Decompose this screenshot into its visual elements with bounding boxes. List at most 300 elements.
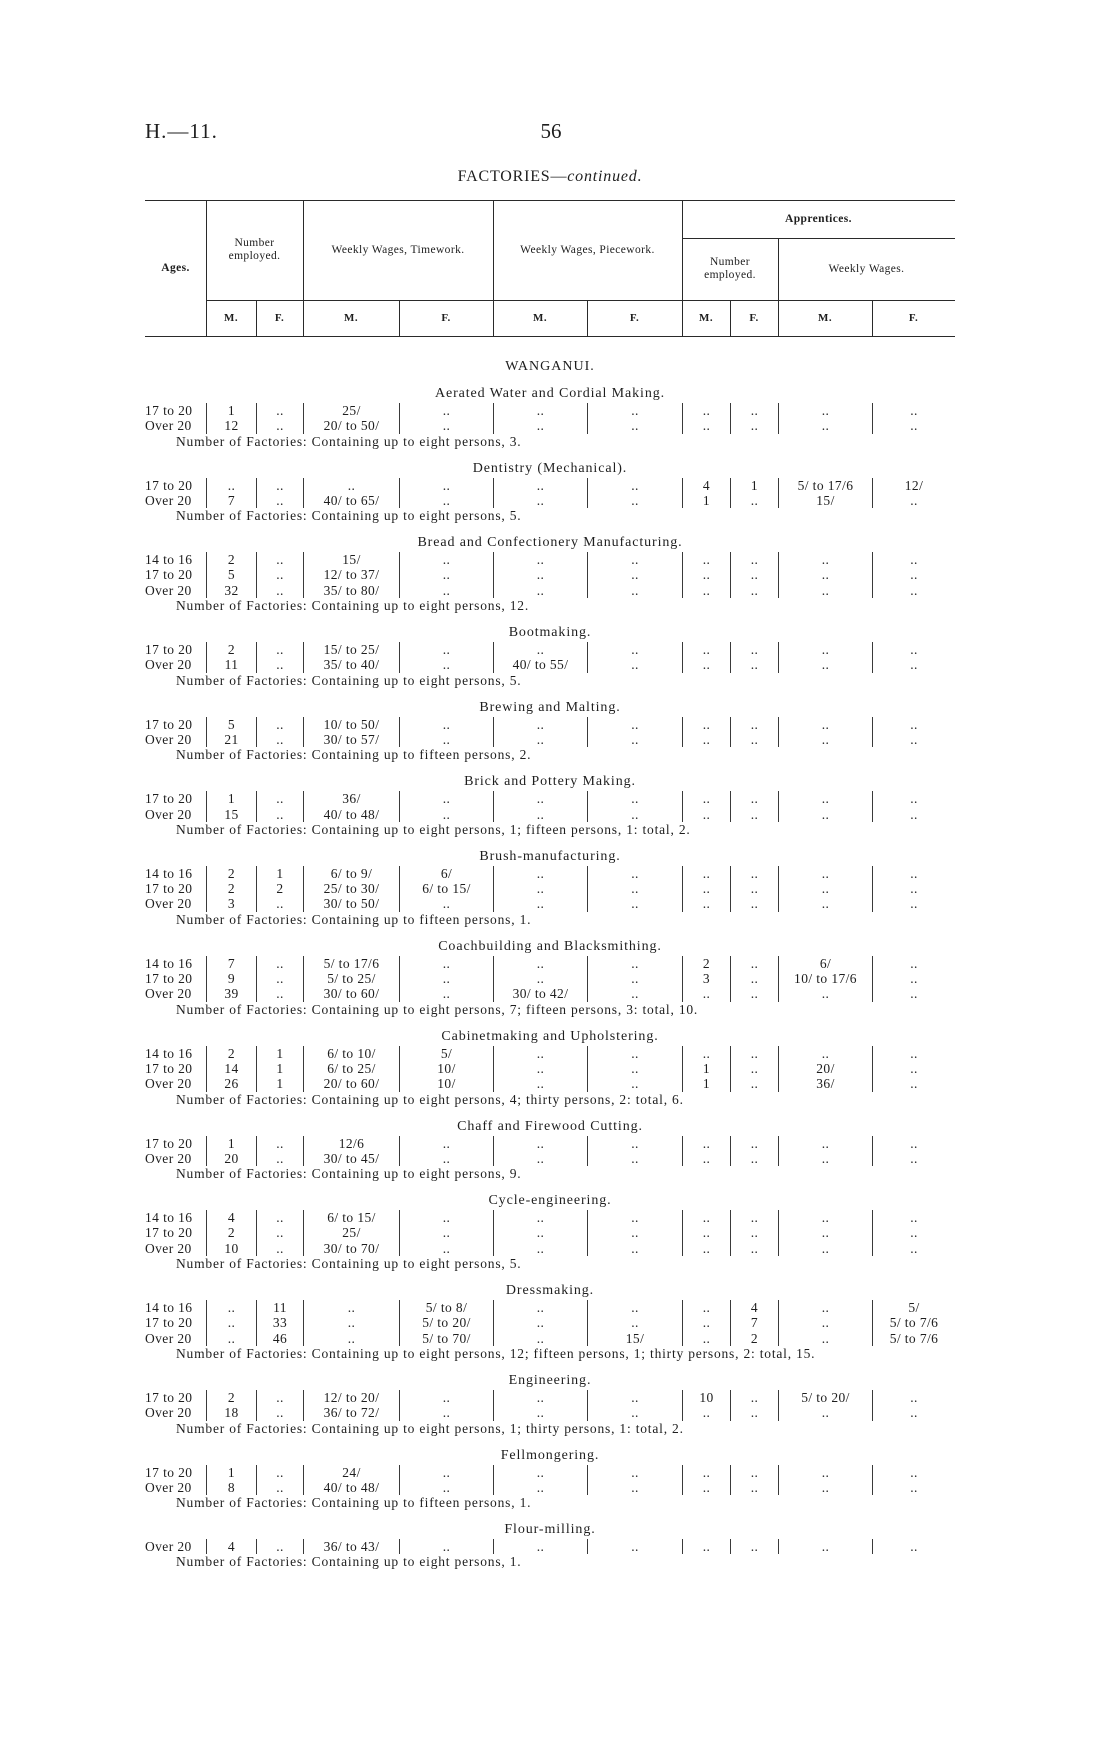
- timework-male-header: M.: [344, 311, 358, 324]
- district-heading: WANGANUI.: [505, 359, 595, 374]
- piecework-wage-male-cell: 40/ to 55/: [493, 657, 587, 672]
- timework-wage-male-cell: 36/: [303, 791, 399, 806]
- piecework-wage-male-cell: ..: [493, 1225, 587, 1240]
- apprentices-number-employed-header: [682, 238, 778, 300]
- timework-wage-female-cell: ..: [399, 717, 493, 732]
- piecework-wage-male-cell: ..: [493, 1390, 587, 1405]
- timework-female-header: F.: [441, 311, 451, 324]
- timework-wage-male-cell: 36/ to 43/: [303, 1539, 399, 1554]
- industry-title: Aerated Water and Cordial Making.: [434, 386, 666, 401]
- apprentices-number-male-cell: ..: [682, 807, 730, 822]
- timework-wage-female-cell: ..: [399, 732, 493, 747]
- timework-wage-female-cell: ..: [399, 1390, 493, 1405]
- timework-wage-female-cell: ..: [399, 1136, 493, 1151]
- apprentices-number-female-cell: 4: [730, 1300, 778, 1315]
- piecework-wage-female-cell: ..: [587, 971, 682, 986]
- apprentices-wage-male-cell: 15/: [778, 493, 872, 508]
- apprentices-wage-female-cell: 5/: [872, 1300, 955, 1315]
- piecework-wage-female-cell: ..: [587, 1225, 682, 1240]
- apprentices-number-male-cell: ..: [682, 1465, 730, 1480]
- industry-title: Dentistry (Mechanical).: [472, 460, 628, 476]
- age-cell: Over 20: [145, 1479, 192, 1495]
- apprentices-number-female-cell: ..: [730, 642, 778, 657]
- apprentices-wage-female-cell: ..: [872, 1465, 955, 1480]
- timework-wage-female-cell: ..: [399, 1151, 493, 1166]
- number-employed-male-cell: ..: [206, 1315, 256, 1330]
- piecework-wage-male-cell: 30/ to 42/: [493, 986, 587, 1001]
- apprentices-number-female-cell: ..: [730, 807, 778, 822]
- apprentices-number-male-cell: ..: [682, 642, 730, 657]
- factories-count-note: Number of Factories: Containing up to eight persons, 12; fifteen persons, 1; thirty persons, 2: total, 15.: [176, 1345, 816, 1361]
- industry-title: Dressmaking.: [505, 1283, 595, 1299]
- apprentices-number-male-cell: ..: [682, 1136, 730, 1151]
- apprentices-number-male-cell: ..: [682, 1300, 730, 1315]
- timework-wage-male-cell: 30/ to 70/: [303, 1241, 399, 1256]
- timework-wage-male-cell: 6/ to 9/: [303, 866, 399, 881]
- piecework-wage-male-cell: ..: [493, 1331, 587, 1346]
- apprentices-wage-male-cell: ..: [778, 403, 872, 418]
- number-employed-female-cell: ..: [256, 493, 303, 508]
- apprentices-number-female-cell: ..: [730, 583, 778, 598]
- table-row: [145, 1061, 955, 1076]
- apprentices-wage-female-cell: ..: [872, 642, 955, 657]
- number-employed-male-cell: 20: [206, 1151, 256, 1166]
- number-employed-female-cell: ..: [256, 657, 303, 672]
- age-cell: 14 to 16: [145, 1045, 193, 1061]
- apprentices-number-male-cell: ..: [682, 1225, 730, 1240]
- timework-wage-female-cell: ..: [399, 807, 493, 822]
- piecework-wage-female-cell: ..: [587, 1480, 682, 1495]
- apprentices-number-male-cell: ..: [682, 881, 730, 896]
- apprentices-wage-female-cell: ..: [872, 1539, 955, 1554]
- table-row: [145, 403, 955, 418]
- piecework-male-header: M.: [533, 311, 547, 324]
- apprentices-wage-male-header: M.: [818, 311, 832, 324]
- timework-wage-female-cell: ..: [399, 403, 493, 418]
- apprentices-number-male-cell: ..: [682, 583, 730, 598]
- age-cell: 17 to 20: [145, 1225, 193, 1241]
- apprentices-number-male-cell: 1: [682, 1076, 730, 1091]
- piecework-wage-male-cell: ..: [493, 478, 587, 493]
- apprentices-number-female-cell: ..: [730, 791, 778, 806]
- industry-section: [145, 698, 955, 763]
- table-row: [145, 567, 955, 582]
- timework-wage-female-cell: 5/: [399, 1046, 493, 1061]
- table-row: [145, 1210, 955, 1225]
- timework-wage-female-cell: ..: [399, 956, 493, 971]
- number-employed-male-cell: 14: [206, 1061, 256, 1076]
- timework-wage-male-cell: 40/ to 65/: [303, 493, 399, 508]
- apprentices-wage-female-cell: ..: [872, 732, 955, 747]
- timework-wage-male-cell: 35/ to 80/: [303, 583, 399, 598]
- timework-wage-female-cell: ..: [399, 1225, 493, 1240]
- apprentices-wage-female-cell: ..: [872, 717, 955, 732]
- age-cell: 17 to 20: [145, 1464, 193, 1480]
- apprentices-wage-female-cell: ..: [872, 896, 955, 911]
- piecework-wage-female-cell: ..: [587, 583, 682, 598]
- timework-wage-male-cell: 15/ to 25/: [303, 642, 399, 657]
- piecework-wage-male-cell: ..: [493, 807, 587, 822]
- industry-section: [145, 937, 955, 1017]
- table-row: [145, 866, 955, 881]
- apprentices-wage-female-cell: ..: [872, 807, 955, 822]
- piecework-wage-female-cell: ..: [587, 642, 682, 657]
- apprentices-wage-male-cell: ..: [778, 642, 872, 657]
- industry-section: [145, 623, 955, 688]
- piecework-wage-male-cell: ..: [493, 1300, 587, 1315]
- apprentices-wage-female-cell: ..: [872, 1210, 955, 1225]
- apprentices-number-male-cell: ..: [682, 986, 730, 1001]
- timework-wage-male-cell: 30/ to 60/: [303, 986, 399, 1001]
- apprentices-number-female-header: F.: [749, 311, 759, 324]
- apprentices-number-female-cell: ..: [730, 1046, 778, 1061]
- piecework-wage-female-cell: ..: [587, 478, 682, 493]
- number-employed-male-cell: 2: [206, 1225, 256, 1240]
- piecework-wage-female-cell: 15/: [587, 1331, 682, 1346]
- page-title: [145, 168, 955, 186]
- apprentices-wage-male-cell: ..: [778, 583, 872, 598]
- table-row: [145, 1331, 955, 1346]
- industry-title: Cycle-engineering.: [488, 1193, 612, 1209]
- timework-wage-male-cell: 36/ to 72/: [303, 1405, 399, 1420]
- timework-wage-male-cell: 25/: [303, 403, 399, 418]
- piecework-wage-female-cell: ..: [587, 1151, 682, 1166]
- piecework-wage-female-cell: ..: [587, 493, 682, 508]
- industry-section: [145, 384, 955, 449]
- apprentices-wage-female-cell: ..: [872, 1151, 955, 1166]
- piecework-wage-male-cell: ..: [493, 493, 587, 508]
- timework-wage-male-cell: 12/6: [303, 1136, 399, 1151]
- table-row: [145, 1539, 955, 1554]
- apprentices-number-female-cell: ..: [730, 1076, 778, 1091]
- piecework-wage-female-cell: ..: [587, 567, 682, 582]
- number-employed-female-cell: ..: [256, 1225, 303, 1240]
- piecework-wage-male-cell: ..: [493, 1465, 587, 1480]
- piecework-wage-female-cell: ..: [587, 1539, 682, 1554]
- apprentices-number-male-cell: ..: [682, 791, 730, 806]
- table-row: [145, 1405, 955, 1420]
- apprentices-wage-male-cell: 20/: [778, 1061, 872, 1076]
- timework-wage-male-cell: 30/ to 45/: [303, 1151, 399, 1166]
- apprentices-number-female-cell: ..: [730, 896, 778, 911]
- timework-wage-male-cell: 20/ to 50/: [303, 418, 399, 433]
- industry-title: Bread and Confectionery Manufacturing.: [417, 535, 683, 551]
- timework-wage-male-cell: 6/ to 15/: [303, 1210, 399, 1225]
- apprentices-wage-female-cell: ..: [872, 493, 955, 508]
- timework-wage-female-cell: ..: [399, 1210, 493, 1225]
- factories-count-note: Number of Factories: Containing up to eight persons, 4; thirty persons, 2: total, 6.: [176, 1091, 684, 1107]
- piecework-wage-male-cell: ..: [493, 971, 587, 986]
- table-row: [145, 1225, 955, 1240]
- apprentices-number-male-cell: ..: [682, 717, 730, 732]
- number-employed-male-cell: 5: [206, 567, 256, 582]
- number-employed-female-cell: ..: [256, 1136, 303, 1151]
- page-title-suffix: continued.: [567, 168, 643, 185]
- apprentices-wage-male-cell: 6/: [778, 956, 872, 971]
- age-cell: Over 20: [145, 657, 192, 673]
- piecework-wage-female-cell: ..: [587, 807, 682, 822]
- number-employed-female-cell: ..: [256, 1465, 303, 1480]
- age-cell: 17 to 20: [145, 1389, 193, 1405]
- table-row: [145, 1315, 955, 1330]
- apprentices-wage-male-cell: ..: [778, 1151, 872, 1166]
- piecework-wage-male-cell: ..: [493, 1480, 587, 1495]
- timework-wage-male-cell: 6/ to 25/: [303, 1061, 399, 1076]
- number-employed-female-cell: 1: [256, 1076, 303, 1091]
- table-row: [145, 552, 955, 567]
- number-employed-male-cell: 2: [206, 866, 256, 881]
- document-reference: H.—11.: [145, 119, 218, 143]
- number-employed-male-cell: 1: [206, 403, 256, 418]
- table-row: [145, 1076, 955, 1091]
- number-employed-male-cell: ..: [206, 1331, 256, 1346]
- apprentices-number-male-cell: 1: [682, 1061, 730, 1076]
- piecework-wage-male-cell: ..: [493, 791, 587, 806]
- apprentices-number-female-cell: ..: [730, 657, 778, 672]
- number-employed-header-label: Number employed.: [228, 237, 281, 262]
- number-employed-female-cell: ..: [256, 896, 303, 911]
- piecework-wage-female-cell: ..: [587, 1210, 682, 1225]
- industry-title: Cabinetmaking and Upholstering.: [441, 1028, 659, 1044]
- timework-wage-female-cell: ..: [399, 1405, 493, 1420]
- timework-wage-female-cell: 5/ to 8/: [399, 1300, 493, 1315]
- industry-section: [145, 1281, 955, 1361]
- timework-wage-male-cell: 30/ to 50/: [303, 896, 399, 911]
- timework-wage-male-cell: 5/ to 25/: [303, 971, 399, 986]
- table-row: [145, 1046, 955, 1061]
- timework-wage-female-cell: 6/ to 15/: [399, 881, 493, 896]
- industry-title: Fellmongering.: [500, 1447, 600, 1463]
- apprentices-number-male-cell: ..: [682, 1480, 730, 1495]
- age-cell: Over 20: [145, 1539, 192, 1555]
- piecework-wage-female-cell: ..: [587, 986, 682, 1001]
- piecework-wage-female-cell: ..: [587, 1241, 682, 1256]
- number-employed-female-cell: ..: [256, 1405, 303, 1420]
- age-cell: 17 to 20: [145, 971, 193, 987]
- piecework-wage-female-cell: ..: [587, 403, 682, 418]
- apprentices-wage-female-cell: ..: [872, 1405, 955, 1420]
- apprentices-number-female-cell: ..: [730, 956, 778, 971]
- number-employed-male-cell: 32: [206, 583, 256, 598]
- factories-count-note: Number of Factories: Containing up to eight persons, 5.: [176, 508, 522, 524]
- apprentices-wage-male-cell: ..: [778, 717, 872, 732]
- timework-wage-female-cell: ..: [399, 418, 493, 433]
- apprentices-number-male-cell: ..: [682, 732, 730, 747]
- number-employed-female-cell: 1: [256, 1061, 303, 1076]
- age-cell: Over 20: [145, 1076, 192, 1092]
- industry-section: [145, 847, 955, 927]
- number-employed-header: [206, 200, 303, 300]
- apprentices-number-employed-label: Number employed.: [704, 256, 756, 281]
- apprentices-number-male-cell: ..: [682, 1331, 730, 1346]
- apprentices-wage-female-cell: ..: [872, 1076, 955, 1091]
- apprentices-number-female-cell: ..: [730, 1136, 778, 1151]
- piecework-wage-male-cell: ..: [493, 1210, 587, 1225]
- timework-wage-female-cell: ..: [399, 478, 493, 493]
- factories-count-note: Number of Factories: Containing up to fifteen persons, 2.: [176, 747, 532, 763]
- piecework-wage-male-cell: ..: [493, 552, 587, 567]
- number-employed-male-cell: 39: [206, 986, 256, 1001]
- apprentices-number-male-cell: 2: [682, 956, 730, 971]
- apprentices-wage-female-cell: ..: [872, 1390, 955, 1405]
- piecework-wage-female-cell: ..: [587, 552, 682, 567]
- timework-wage-male-cell: ..: [303, 478, 399, 493]
- page-number: 56: [540, 119, 562, 143]
- factories-count-note: Number of Factories: Containing up to fifteen persons, 1.: [176, 911, 532, 927]
- apprentices-number-female-cell: ..: [730, 1151, 778, 1166]
- table-row: [145, 1480, 955, 1495]
- apprentices-number-male-cell: ..: [682, 418, 730, 433]
- timework-wage-male-cell: 25/ to 30/: [303, 881, 399, 896]
- apprentices-wage-female-cell: ..: [872, 881, 955, 896]
- piecework-wage-female-cell: ..: [587, 956, 682, 971]
- timework-wage-female-cell: 10/: [399, 1061, 493, 1076]
- apprentices-number-female-cell: ..: [730, 1405, 778, 1420]
- number-employed-male-cell: 18: [206, 1405, 256, 1420]
- number-employed-female-cell: ..: [256, 956, 303, 971]
- industry-section: [145, 459, 955, 524]
- timework-wage-female-cell: ..: [399, 971, 493, 986]
- apprentices-number-male-cell: ..: [682, 1241, 730, 1256]
- timework-wage-male-cell: ..: [303, 1315, 399, 1330]
- timework-wage-female-cell: 5/ to 20/: [399, 1315, 493, 1330]
- apprentices-wage-male-cell: ..: [778, 657, 872, 672]
- timework-wage-female-cell: ..: [399, 791, 493, 806]
- piecework-wage-male-cell: ..: [493, 1241, 587, 1256]
- apprentices-wage-male-cell: ..: [778, 866, 872, 881]
- timework-wage-female-cell: 10/: [399, 1076, 493, 1091]
- table-row: [145, 986, 955, 1001]
- number-employed-male-cell: 1: [206, 1136, 256, 1151]
- timework-wage-male-cell: ..: [303, 1300, 399, 1315]
- piecework-wage-male-cell: ..: [493, 583, 587, 598]
- age-cell: 17 to 20: [145, 1135, 193, 1151]
- apprentices-wage-female-cell: 12/: [872, 478, 955, 493]
- apprentices-number-male-header: M.: [699, 311, 713, 324]
- piecework-wage-male-cell: ..: [493, 642, 587, 657]
- apprentices-wage-female-cell: ..: [872, 1225, 955, 1240]
- number-employed-female-cell: ..: [256, 1539, 303, 1554]
- apprentices-wage-male-cell: ..: [778, 1210, 872, 1225]
- header-bottom-rule: [145, 336, 955, 337]
- piecework-wage-male-cell: ..: [493, 956, 587, 971]
- piecework-wage-female-cell: ..: [587, 866, 682, 881]
- apprentices-number-female-cell: ..: [730, 732, 778, 747]
- piecework-wage-female-cell: ..: [587, 1300, 682, 1315]
- piecework-wage-female-cell: ..: [587, 1465, 682, 1480]
- age-cell: 17 to 20: [145, 1060, 193, 1076]
- apprentices-wage-male-cell: ..: [778, 1136, 872, 1151]
- apprentices-wage-female-cell: ..: [872, 567, 955, 582]
- number-employed-male-cell: 2: [206, 1390, 256, 1405]
- age-cell: 14 to 16: [145, 1210, 193, 1226]
- apprentices-wage-male-cell: 5/ to 20/: [778, 1390, 872, 1405]
- number-employed-female-cell: 46: [256, 1331, 303, 1346]
- age-cell: Over 20: [145, 1330, 192, 1346]
- number-employed-female-cell: 1: [256, 866, 303, 881]
- industry-section: [145, 1027, 955, 1107]
- apprentices-wage-female-cell: ..: [872, 552, 955, 567]
- piecework-wage-female-cell: ..: [587, 1405, 682, 1420]
- piecework-wage-male-cell: ..: [493, 1151, 587, 1166]
- table-row: [145, 1465, 955, 1480]
- timework-wage-male-cell: 25/: [303, 1225, 399, 1240]
- apprentices-wage-male-cell: ..: [778, 732, 872, 747]
- apprentices-number-male-cell: ..: [682, 552, 730, 567]
- apprentices-wage-female-header: F.: [908, 311, 919, 324]
- apprentices-number-female-cell: ..: [730, 1465, 778, 1480]
- number-employed-male-cell: 2: [206, 881, 256, 896]
- table-body: [145, 357, 955, 1579]
- apprentices-number-male-cell: 3: [682, 971, 730, 986]
- industry-section: [145, 1117, 955, 1182]
- number-employed-male-cell: 10: [206, 1241, 256, 1256]
- age-cell: 17 to 20: [145, 567, 193, 583]
- number-employed-male-cell: ..: [206, 478, 256, 493]
- number-employed-female-cell: 2: [256, 881, 303, 896]
- piecework-wage-male-cell: ..: [493, 567, 587, 582]
- apprentices-number-female-cell: ..: [730, 986, 778, 1001]
- apprentices-wage-male-cell: ..: [778, 1046, 872, 1061]
- number-employed-female-cell: ..: [256, 1210, 303, 1225]
- apprentices-wage-male-cell: ..: [778, 552, 872, 567]
- apprentices-number-female-cell: ..: [730, 418, 778, 433]
- apprentices-number-male-cell: 10: [682, 1390, 730, 1405]
- apprentices-number-male-cell: 4: [682, 478, 730, 493]
- number-employed-female-cell: ..: [256, 971, 303, 986]
- piecework-wage-male-cell: ..: [493, 717, 587, 732]
- timework-wage-female-cell: ..: [399, 1539, 493, 1554]
- table-header: [145, 200, 955, 336]
- number-employed-female-cell: ..: [256, 418, 303, 433]
- age-cell: Over 20: [145, 1240, 192, 1256]
- factories-count-note: Number of Factories: Containing up to eight persons, 1; fifteen persons, 1: total, 2.: [176, 821, 691, 837]
- number-employed-male-cell: 11: [206, 657, 256, 672]
- timework-wage-male-cell: 15/: [303, 552, 399, 567]
- piecework-wage-female-cell: ..: [587, 717, 682, 732]
- apprentices-number-female-cell: ..: [730, 1210, 778, 1225]
- industry-section: [145, 1446, 955, 1511]
- timework-wage-male-cell: 24/: [303, 1465, 399, 1480]
- number-employed-male-cell: 15: [206, 807, 256, 822]
- number-employed-male-cell: 4: [206, 1210, 256, 1225]
- number-employed-female-cell: ..: [256, 567, 303, 582]
- table-row: [145, 583, 955, 598]
- number-employed-female-cell: ..: [256, 1241, 303, 1256]
- number-employed-male-cell: 8: [206, 1480, 256, 1495]
- timework-wage-female-cell: ..: [399, 642, 493, 657]
- timework-wage-male-cell: ..: [303, 1331, 399, 1346]
- table-row: [145, 807, 955, 822]
- number-employed-female-cell: ..: [256, 791, 303, 806]
- number-employed-female-cell: ..: [256, 478, 303, 493]
- number-employed-male-cell: 1: [206, 1465, 256, 1480]
- apprentices-number-female-cell: ..: [730, 1241, 778, 1256]
- apprentices-wage-female-cell: ..: [872, 583, 955, 598]
- piecework-wage-female-cell: ..: [587, 1046, 682, 1061]
- timework-wage-male-cell: 10/ to 50/: [303, 717, 399, 732]
- piecework-wage-female-cell: ..: [587, 1061, 682, 1076]
- number-employed-male-cell: 9: [206, 971, 256, 986]
- apprentices-wage-male-cell: 10/ to 17/6: [778, 971, 872, 986]
- timework-wage-male-cell: 35/ to 40/: [303, 657, 399, 672]
- apprentices-number-male-cell: ..: [682, 1405, 730, 1420]
- number-employed-female-cell: 11: [256, 1300, 303, 1315]
- piecework-wage-female-cell: ..: [587, 657, 682, 672]
- industry-title: Brewing and Malting.: [479, 699, 621, 715]
- apprentices-number-female-cell: ..: [730, 567, 778, 582]
- apprentices-wage-male-cell: 5/ to 17/6: [778, 478, 872, 493]
